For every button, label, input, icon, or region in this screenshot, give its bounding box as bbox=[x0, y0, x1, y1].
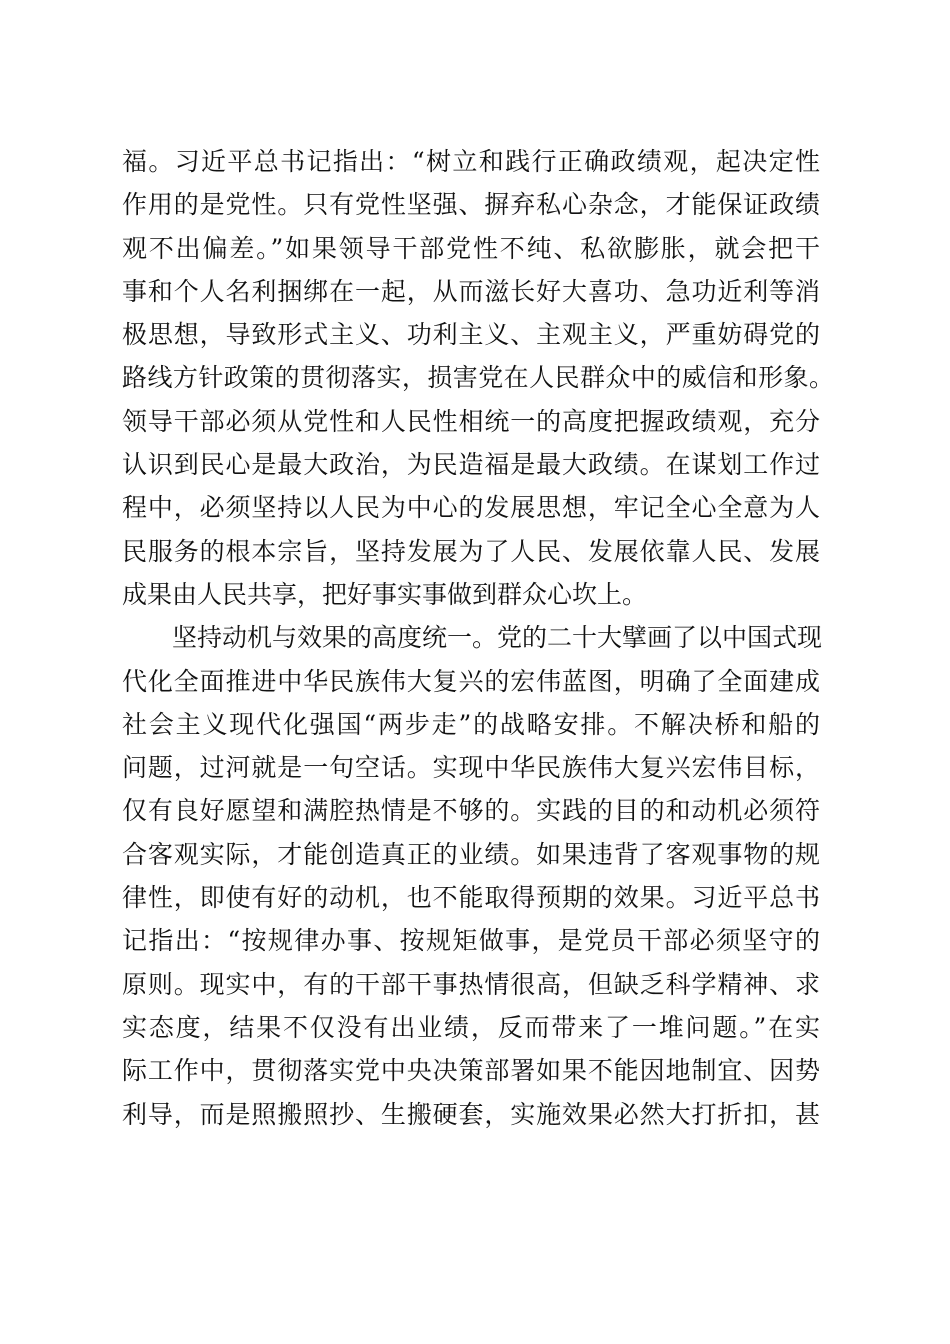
text-line: 利导，而是照搬照抄、生搬硬套，实施效果必然大打折扣，甚 bbox=[122, 1099, 820, 1129]
paragraph-2 bbox=[122, 616, 842, 1136]
text-line: 实态度，结果不仅没有出业绩，反而带来了一堆问题。”在实 bbox=[122, 1012, 820, 1042]
text-line: 原则。现实中，有的干部干事热情很高，但缺乏科学精神、求 bbox=[122, 969, 820, 999]
text-line: 领导干部必须从党性和人民性相统一的高度把握政绩观，充分 bbox=[122, 406, 820, 436]
text-line: 坚持动机与效果的高度统一。党的二十大擘画了以中国式现 bbox=[172, 623, 823, 653]
text-line: 合客观实际，才能创造真正的业绩。如果违背了客观事物的规 bbox=[122, 839, 820, 869]
text-line: 问题，过河就是一句空话。实现中华民族伟大复兴宏伟目标， bbox=[122, 753, 820, 783]
text-line: 仅有良好愿望和满腔热情是不够的。实践的目的和动机必须符 bbox=[122, 796, 820, 826]
body-text bbox=[122, 140, 842, 1136]
text-line: 观不出偏差。”如果领导干部党性不纯、私欲膨胀，就会把干 bbox=[122, 233, 820, 263]
text-line: 程中，必须坚持以人民为中心的发展思想，牢记全心全意为人 bbox=[122, 493, 820, 523]
text-line: 社会主义现代化强国“两步走”的战略安排。不解决桥和船的 bbox=[122, 709, 820, 739]
text-line: 民服务的根本宗旨，坚持发展为了人民、发展依靠人民、发展 bbox=[122, 536, 820, 566]
text-line: 事和个人名利捆绑在一起，从而滋长好大喜功、急功近利等消 bbox=[122, 276, 820, 306]
text-line: 律性，即使有好的动机，也不能取得预期的效果。习近平总书 bbox=[122, 883, 820, 913]
text-line: 福。习近平总书记指出：“树立和践行正确政绩观，起决定性 bbox=[122, 147, 820, 176]
text-line: 极思想，导致形式主义、功利主义、主观主义，严重妨碍党的 bbox=[122, 320, 820, 350]
text-line: 记指出：“按规律办事、按规矩做事，是党员干部必须坚守的 bbox=[122, 926, 820, 956]
text-line: 际工作中，贯彻落实党中央决策部署如果不能因地制宜、因势 bbox=[122, 1056, 820, 1086]
text-line: 成果由人民共享，把好事实事做到群众心坎上。 bbox=[122, 579, 648, 609]
paragraph-1 bbox=[122, 140, 842, 616]
text-line: 代化全面推进中华民族伟大复兴的宏伟蓝图，明确了全面建成 bbox=[122, 666, 820, 696]
text-line: 作用的是党性。只有党性坚强、摒弃私心杂念，才能保证政绩 bbox=[122, 190, 820, 220]
text-line: 认识到民心是最大政治，为民造福是最大政绩。在谋划工作过 bbox=[122, 450, 820, 480]
text-line: 路线方针政策的贯彻落实，损害党在人民群众中的威信和形象。 bbox=[122, 363, 834, 393]
